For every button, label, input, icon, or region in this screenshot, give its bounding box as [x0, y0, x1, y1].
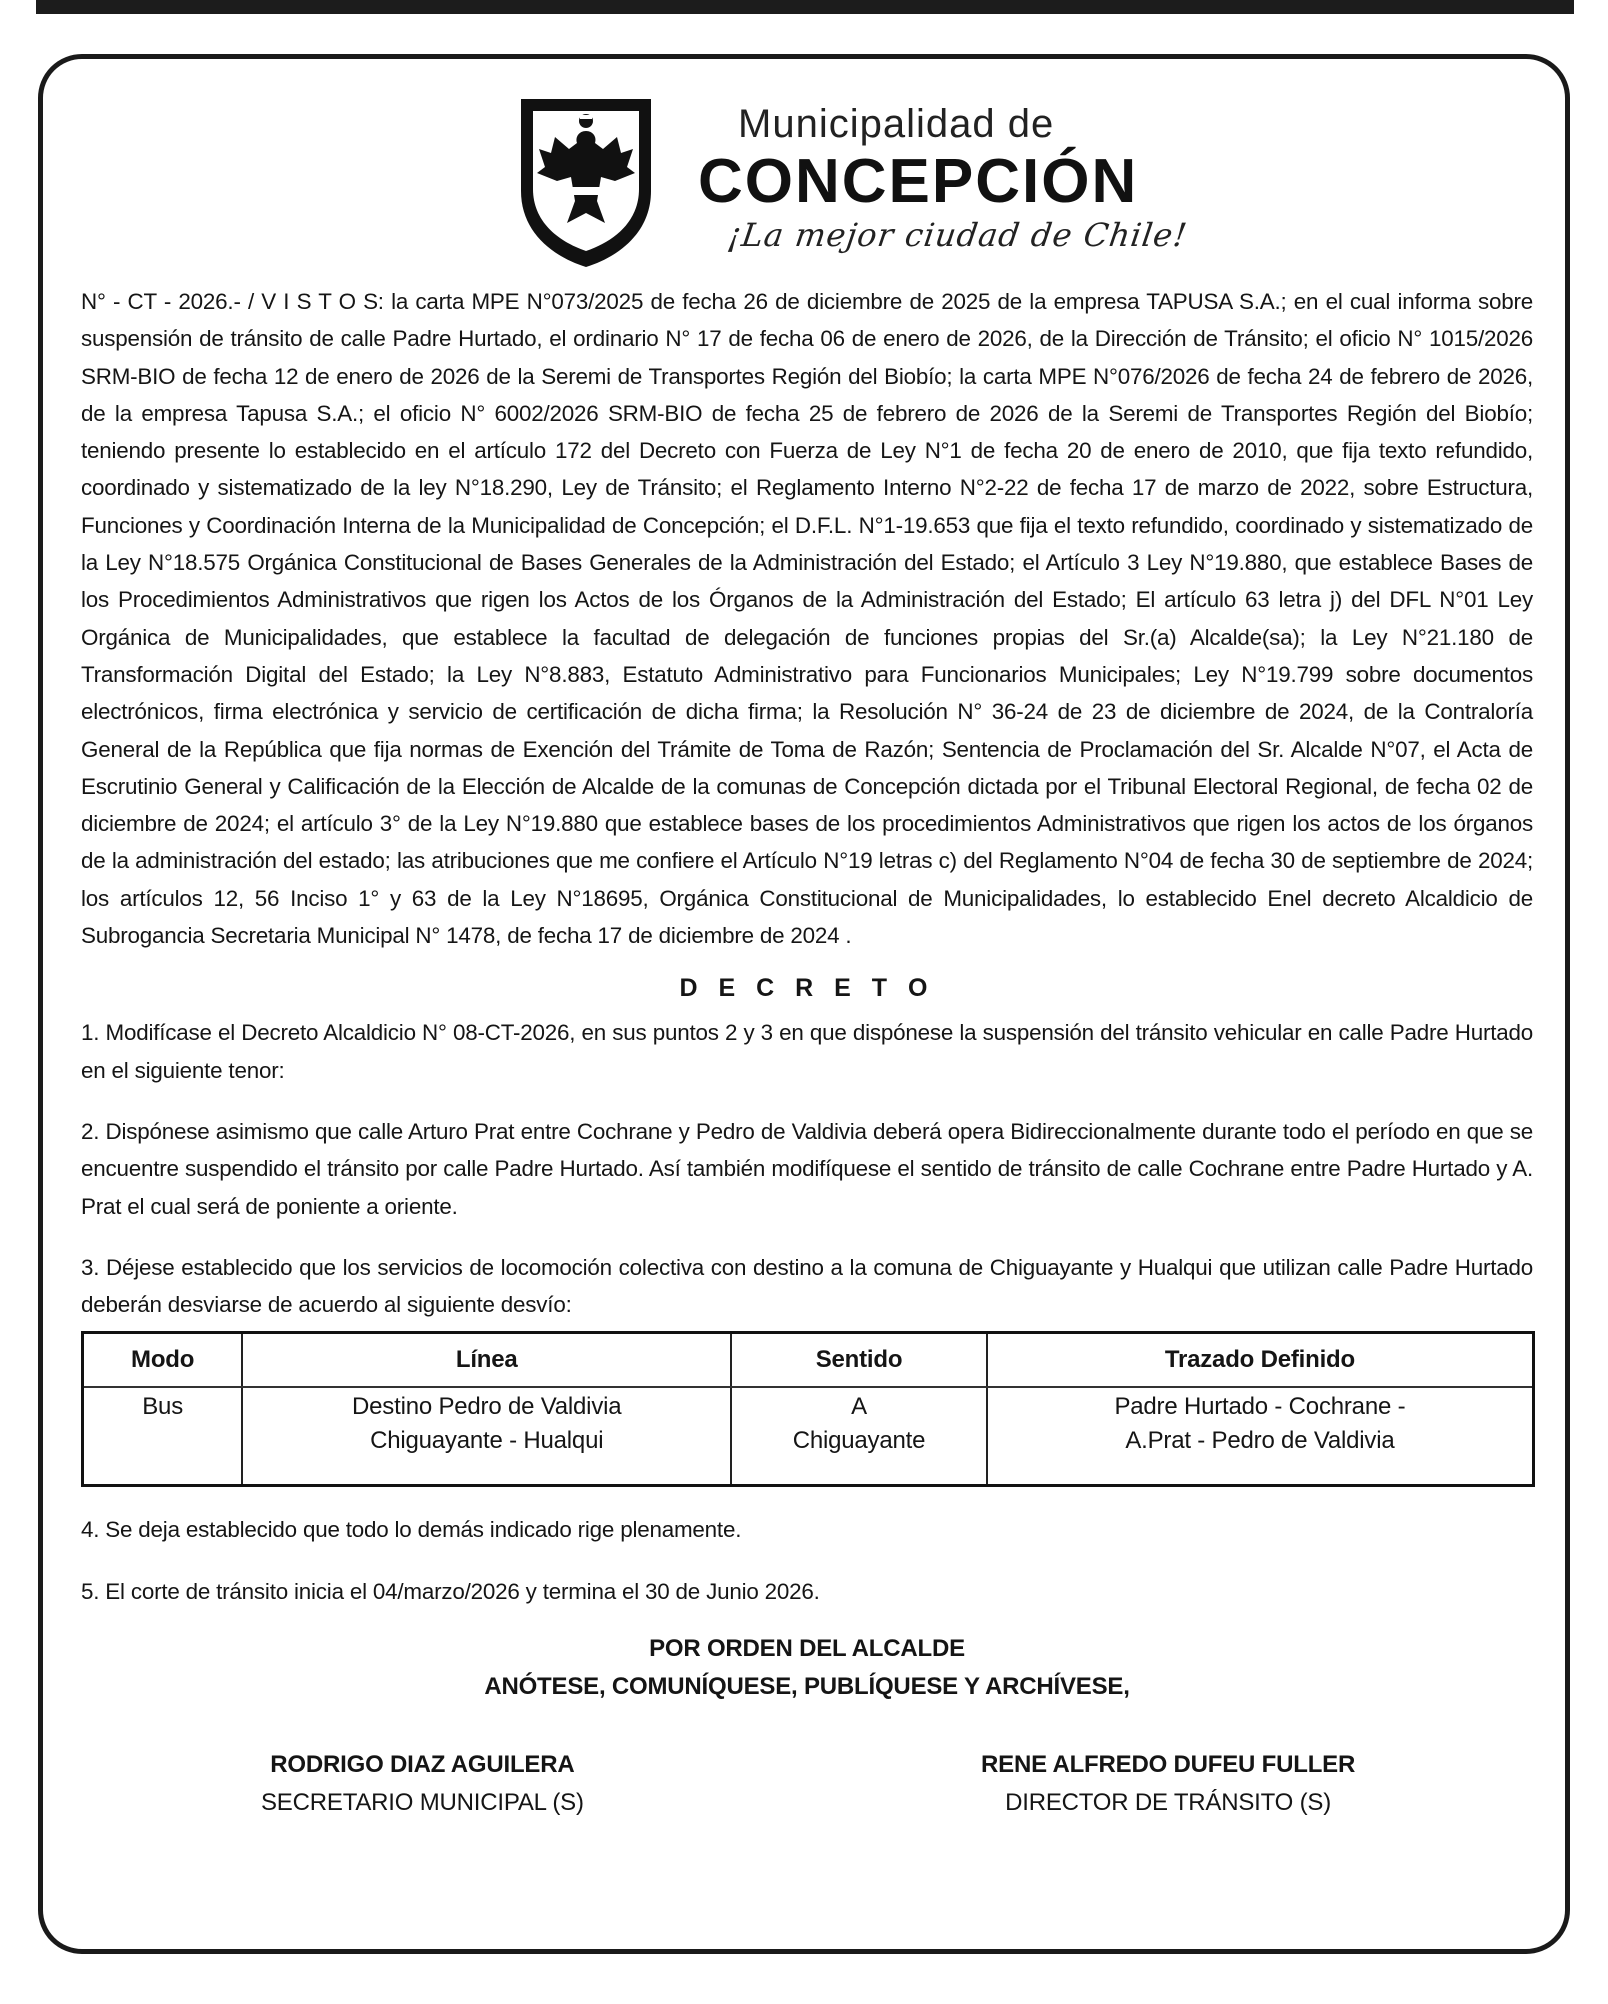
coat-of-arms-icon — [511, 91, 661, 271]
table-header-row — [83, 1333, 1534, 1388]
point-3: 3. Déjese establecido que los servicios de locomoción colectiva con destino a la comuna de Chiguayante y Hualqui que utilizan calle Padre Hurtado deberán desviarse de acuerdo al siguiente desvío: — [81, 1254, 1533, 1318]
top-rule — [36, 0, 1574, 14]
cell-sentido — [731, 1387, 987, 1486]
left-signatory-name: RODRIGO DIAZ AGUILERA — [270, 1751, 575, 1779]
header — [43, 91, 1565, 281]
cell-trazado — [987, 1387, 1534, 1486]
linea-line-2: Chiguayante - Hualqui — [370, 1427, 604, 1455]
point-4: 4. Se deja establecido que todo lo demás indicado rige plenamente. — [81, 1517, 742, 1543]
notice-frame — [38, 54, 1570, 1954]
signature-left — [261, 1746, 584, 1822]
decree-content — [81, 283, 1533, 1856]
header-trazado: Trazado Definido — [987, 1333, 1534, 1388]
signature-right — [981, 1746, 1355, 1822]
cell-linea — [242, 1387, 731, 1486]
header-sentido: Sentido — [731, 1333, 987, 1388]
point-5: 5. El corte de tránsito inicia el 04/marzo/2026 y termina el 30 de Junio 2026. — [81, 1578, 820, 1604]
point-2: 2. Dispónese asimismo que calle Arturo Prat entre Cochrane y Pedro de Valdivia deberá opera Bidireccionalmente durante todo el período en que se encuentre suspendido el tránsito por calle Padre Hurtado. Así también modifíquese el sentido de tránsito de calle Cochrane entre Padre Hurtado y A. Prat el cual será de poniente a oriente. — [81, 1118, 1533, 1219]
point-1: 1. Modifícase el Decreto Alcaldicio N° 08-CT-2026, en sus puntos 2 y 3 en que dispónese la suspensión del tránsito vehicular en calle Padre Hurtado en el siguiente tenor: — [81, 1020, 1533, 1083]
brand-main: CONCEPCIÓN — [698, 147, 1139, 216]
signatures — [81, 1746, 1533, 1856]
brand-slogan: ¡La mejor ciudad de Chile! — [725, 216, 1190, 254]
header-linea: Línea — [242, 1333, 731, 1388]
left-signatory-title: SECRETARIO MUNICIPAL (S) — [261, 1789, 584, 1817]
right-signatory-title: DIRECTOR DE TRÁNSITO (S) — [1005, 1789, 1331, 1817]
modo-value: Bus — [142, 1393, 183, 1421]
vistos-paragraph: N° - CT - 2026.- / V I S T O S: la carta MPE N°073/2025 de fecha 26 de diciembre de 2025 de la empresa TAPUSA S.A.; en el cual informa sobre suspensión de tránsito de calle Padre Hurtado, el ordinario N° 17 de fecha 06 de enero de 2026, de la Dirección de Tránsito; el oficio N° 1015/2026 SRM-BIO de fecha 12 de enero de 2026 de la Seremi de Transportes Región del Biobío; la carta MPE N°076/2026 de fecha 24 de febrero de 2026, de la empresa Tapusa S.A.; el oficio N° 6002/2026 SRM-BIO de fecha 25 de febrero de 2026 de la Seremi de Transportes Región del Biobío; teniendo presente lo establecido en el artículo 172 del Decreto con Fuerza de Ley N°1 de fecha 20 de enero de 2010, que fija texto refundido, coordinado y sistematizado de la ley N°18.290, Ley de Tránsito; el Reglamento Interno N°2-22 de fecha 17 de marzo de 2022, sobre Estructura, Funciones y Coordinación Interna de la Municipalidad de Concepción; el D.F.L. N°1-19.653 que fija el texto refundido, coordinado y sistematizado de la Ley N°18.575 Orgánica Constitucional de Bases Generales de la Administración del Estado; el Artículo 3 Ley N°19.880, que establece Bases de los Procedimientos Administrativos que rigen los Actos de los Órganos de la Administración del Estado; El artículo 63 letra j) del DFL N°01 Ley Orgánica de Municipalidades, que establece la facultad de delegación de funciones propias del Sr.(a) Alcalde(sa); la Ley N°21.180 de Transformación Digital del Estado; la Ley N°8.883, Estatuto Administrativo para Funcionarios Municipales; Ley N°19.799 sobre documentos electrónicos, firma electrónica y servicio de certificación de dicha firma; la Resolución N° 36-24 de 23 de diciembre de 2024, de la Contraloría General de la República que fija normas de Exención del Trámite de Toma de Razón; Sentencia de Proclamación del Sr. Alcalde N°07, el Acta de Escrutinio General y Calificación de la Elección de Alcalde de la comunas de Concepción dictada por el Tribunal Electoral Regional, de fecha 02 de diciembre de 2024; el artículo 3° de la Ley N°19.880 que establece bases de los procedimientos Administrativos que rigen los actos de los órganos de la administración del estado; las atribuciones que me confiere el Artículo N°19 letras c) del Reglamento N°04 de fecha 30 de septiembre de 2024; los artículos 12, 56 Inciso 1° y 63 de la Ley N°18695, Orgánica Constitucional de Municipalidades, lo establecido Enel decreto Alcaldicio de Subrogancia Secretaria Municipal N° 1478, de fecha 17 de diciembre de 2024 . — [81, 289, 1533, 949]
cell-modo — [83, 1387, 243, 1486]
closing-line-1: POR ORDEN DEL ALCALDE — [649, 1635, 965, 1663]
header-modo: Modo — [83, 1333, 243, 1388]
brand — [698, 101, 1198, 255]
sentido-line-2: Chiguayante — [792, 1427, 926, 1455]
brand-top: Municipalidad de — [738, 102, 1055, 146]
detour-table — [81, 1331, 1535, 1487]
decreto-title: D E C R E T O — [679, 974, 935, 1003]
closing-block — [81, 1630, 1533, 1706]
right-signatory-name: RENE ALFREDO DUFEU FULLER — [981, 1751, 1356, 1779]
linea-line-1: Destino Pedro de Valdivia — [352, 1393, 622, 1421]
trazado-line-1: Padre Hurtado - Cochrane - — [1114, 1393, 1406, 1421]
sentido-line-1: A — [851, 1393, 867, 1421]
closing-line-2: ANÓTESE, COMUNÍQUESE, PUBLÍQUESE Y ARCHÍVESE, — [484, 1673, 1130, 1701]
trazado-line-2: A.Prat - Pedro de Valdivia — [1125, 1427, 1395, 1455]
table-row — [83, 1387, 1534, 1486]
